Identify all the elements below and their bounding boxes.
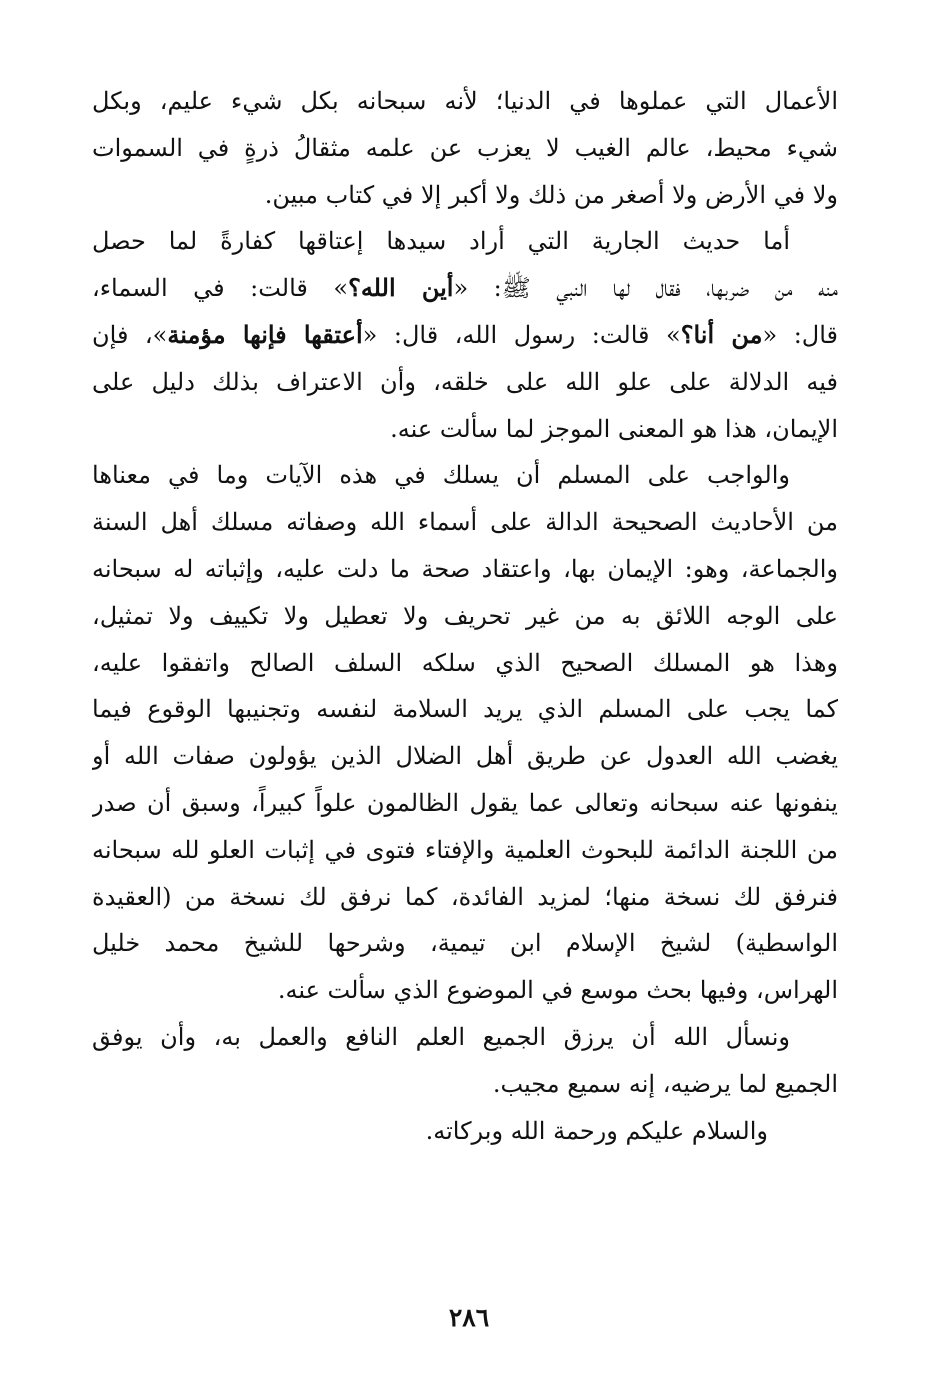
- text-line: من اللجنة الدائمة للبحوث العلمية والإفتاء فتوى في إثبات العلو لله سبحانه: [92, 835, 838, 864]
- closing-salutation: والسلام عليكم ورحمة الله وبركاته.: [425, 1116, 768, 1145]
- text-line: من الأحاديث الصحيحة الدالة على أسماء الله وصفاته مسلك أهل السنة: [92, 508, 838, 537]
- text-line: الواسطية) لشيخ الإسلام ابن تيمية، وشرحها للشيخ محمد خليل: [92, 929, 838, 958]
- text-line: فيه الدلالة على علو الله على خلقه، وأن الاعتراف بذلك دليل على: [92, 367, 838, 396]
- text-line: قال: «من أنا؟» قالت: رسول الله، قال: «أعتقها فإنها مؤمنة»، فإن: [92, 319, 838, 349]
- page-body: [92, 78, 838, 1154]
- text-line: ينفونها عنه سبحانه وتعالى عما يقول الظالمون علواً كبيراً، وسبق أن صدر: [92, 788, 838, 817]
- text-line: الإيمان، هذا هو المعنى الموجز لما سألت عنه.: [390, 414, 838, 443]
- page-number: ٢٨٦: [448, 1303, 490, 1332]
- text-line: أما حديث الجارية التي أراد سيدها إعتاقها كفارةً لما حصل: [92, 227, 790, 256]
- text-line: وهذا هو المسلك الصحيح الذي سلكه السلف الصالح واتفقوا عليه،: [92, 648, 838, 677]
- text-line: فنرفق لك نسخة منها؛ لمزيد الفائدة، كما نرفق لك نسخة من (العقيدة: [92, 882, 838, 911]
- text-line: كما يجب على المسلم الذي يريد السلامة لنفسه وتجنيبها الوقوع فيما: [92, 695, 838, 724]
- text-line: والجماعة، وهو: الإيمان بها، واعتقاد صحة ما دلت عليه، وإثباته له سبحانه: [92, 554, 838, 583]
- text-line: ونسأل الله أن يرزق الجميع العلم النافع والعمل به، وأن يوفق: [92, 1022, 791, 1051]
- text-line: على الوجه اللائق به من غير تحريف ولا تعطيل ولا تكييف ولا تمثيل،: [92, 601, 838, 630]
- text-line: يغضب الله العدول عن طريق أهل الضلال الذين يؤولون صفات الله أو: [92, 742, 838, 771]
- text-line: الهراس، وفيها بحث موسع في الموضوع الذي سألت عنه.: [277, 976, 838, 1005]
- text-line: الجميع لما يرضيه، إنه سميع مجيب.: [492, 1069, 838, 1098]
- text-line: شيء محيط، عالم الغيب لا يعزب عن علمه مثقالُ ذرةٍ في السموات: [92, 133, 838, 162]
- text-line: والواجب على المسلم أن يسلك في هذه الآيات وما في معناها: [92, 461, 790, 490]
- text-line: منه من ضربها، فقال لها النبي ﷺ: «أين الله؟» قالت: في السماء،: [92, 273, 838, 303]
- text-line: ولا في الأرض ولا أصغر من ذلك ولا أكبر إلا في كتاب مبين.: [264, 180, 838, 209]
- text-line: الأعمال التي عملوها في الدنيا؛ لأنه سبحانه بكل شيء عليم، وبكل: [92, 87, 838, 115]
